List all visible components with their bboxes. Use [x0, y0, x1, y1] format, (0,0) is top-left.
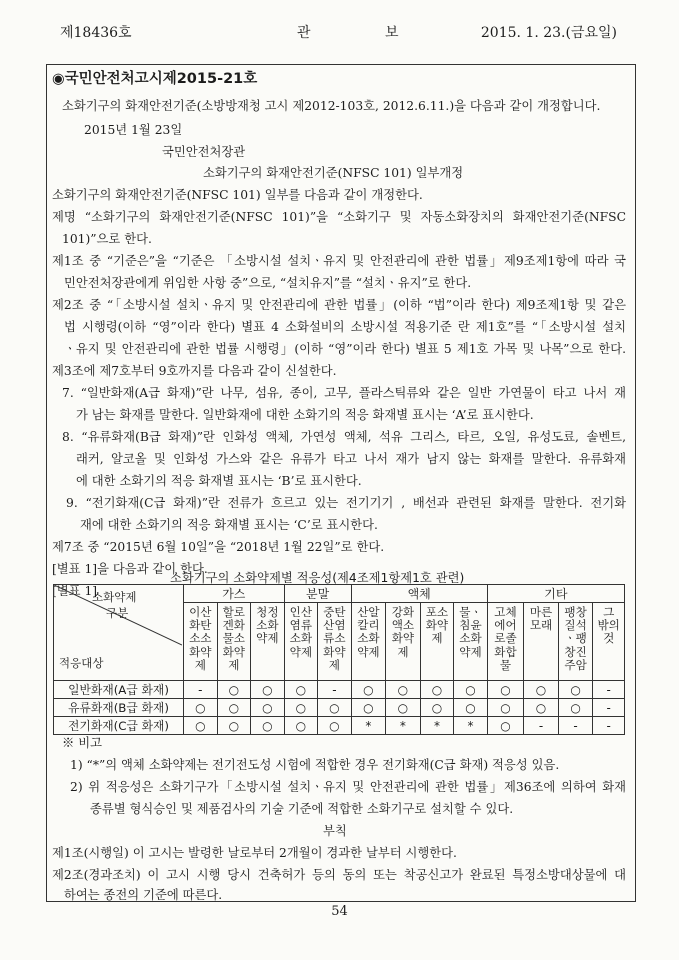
row-label: 일반화재(A급 화재) — [54, 681, 184, 699]
body-line: 제명 “소화기구의 화재안전기준(NFSC 101)”을 “소화기구 및 자동소화장치의 화재안전기준(NFSC — [52, 210, 626, 224]
agent-name-line: 제 — [431, 631, 443, 646]
agent-name-line: 염류 — [289, 618, 313, 633]
table-cell: ○ — [487, 699, 524, 717]
issue-number: 제18436호 — [60, 25, 132, 41]
table-cell: - — [184, 681, 218, 699]
agent-name-line: ㆍ팽 — [564, 631, 587, 646]
body-line: 법 시행령(이하 “영”이라 한다) 별표 4 소화설비의 소방시설 적용기준 란 제1호”를 “「소방시설 설치 — [64, 320, 626, 334]
agent-name-line: 마른 — [529, 605, 553, 619]
agent-header — [217, 603, 251, 681]
table-cell: ○ — [487, 681, 524, 699]
body-line: 래커, 알코올 및 인화성 가스와 같은 유류가 타고 나서 재가 남지 않는 화재를 말한다. 유류화재 — [76, 452, 626, 466]
page-number: 54 — [331, 904, 348, 919]
agent-name-line: 물소 — [222, 631, 246, 646]
addendum-line: 제2조(경과조치) 이 고시 시행 당시 건축허가 등의 동의 또는 착공신고가 완료된 특정소방대상물에 대 — [52, 868, 626, 882]
gazette-title-first: 관 — [297, 25, 311, 41]
agent-suitability-table — [53, 584, 625, 735]
table-cell: ○ — [558, 681, 593, 699]
table-cell: ○ — [284, 681, 318, 699]
table-row — [54, 681, 625, 699]
corner-label-category: 구분 — [106, 606, 129, 620]
agent-name-line: 약제 — [289, 644, 313, 659]
agent-name-line: 중탄 — [323, 605, 346, 619]
table-cell: - — [318, 681, 352, 699]
table-cell: ○ — [217, 717, 251, 735]
agent-name-line: 포소 — [425, 605, 449, 619]
table-cell: - — [524, 717, 559, 735]
corner-label-agent: 소화약제 — [92, 590, 137, 604]
table-cell: ○ — [217, 681, 251, 699]
note-line: 종류별 형식승인 및 제품검사의 기술 기준에 적합한 소화기구로 설치할 수 있다. — [90, 802, 514, 816]
body-line: 제1조 중 “기준은”을 “기준은 「소방시설 설치ㆍ유지 및 안전관리에 관한 법률」제9조제1항에 따라 국 — [52, 254, 626, 268]
agent-name-line: 침윤 — [459, 618, 482, 633]
body-line: 소화기구의 화재안전기준(NFSC 101) 일부를 다음과 같이 개정한다. — [52, 188, 423, 202]
table-corner-header — [54, 585, 184, 681]
agent-header — [487, 603, 524, 681]
notes-title: ※ 비고 — [62, 736, 102, 750]
table-cell: ○ — [251, 681, 285, 699]
agent-name-line: 약제 — [256, 631, 279, 646]
addendum-line: 하여는 종전의 기준에 따른다. — [64, 888, 223, 902]
note-line: 1) “*”의 액체 소화약제는 전기전도성 시험에 적합한 경우 전기화재(C급 화재) 적응성 있음. — [70, 758, 560, 772]
agent-name-line: 로졸 — [494, 631, 517, 646]
group-header-other: 기타 — [487, 585, 624, 603]
agent-header — [558, 603, 593, 681]
body-line: 민안전처장관에게 위임한 사항 중”으로, “설치유지”를 “설치ㆍ유지”로 한다. — [64, 276, 472, 290]
agent-name-line: 소소 — [189, 631, 212, 646]
table-cell: ○ — [184, 717, 218, 735]
agent-name-line: 물ㆍ — [459, 605, 482, 619]
agent-header — [284, 603, 318, 681]
agent-name-line: 화약 — [425, 618, 449, 633]
agent-name-line: 겐화 — [222, 618, 246, 633]
table-cell: ○ — [558, 699, 593, 717]
body-line: 에 대한 소화기의 적응 화재별 표시는 ‘B’로 표시한다. — [76, 474, 362, 488]
agent-name-line: 물 — [499, 657, 512, 672]
agent-name-line: 소화 — [357, 631, 380, 646]
amendment-title: 소화기구의 화재안전기준(NFSC 101) 일부개정 — [203, 166, 464, 180]
table-cell: * — [454, 717, 488, 735]
group-header-powder: 분말 — [284, 585, 351, 603]
table-cell: ○ — [524, 681, 559, 699]
body-line: 가 남는 화재를 말한다. 일반화재에 대한 소화기의 적응 화재별 표시는 ‘A’로 표시한다. — [76, 408, 534, 422]
table-cell: ○ — [351, 681, 386, 699]
issue-date: 2015. 1. 23.(금요일) — [480, 25, 617, 41]
table-cell: - — [558, 717, 593, 735]
agent-name-line: 산알 — [357, 605, 380, 619]
table-cell: ○ — [420, 681, 454, 699]
group-header-liquid: 액체 — [351, 585, 487, 603]
agent-header — [251, 603, 285, 681]
agent-name-line: 액소 — [391, 618, 415, 633]
body-line: 7. “일반화재(A급 화재)”란 나무, 섬유, 종이, 고무, 플라스틱류와 같은 일반 가연물이 타고 나서 재 — [62, 386, 626, 400]
agent-name-line: 제 — [194, 657, 206, 672]
table-cell: ○ — [487, 717, 524, 735]
table-cell: ○ — [251, 699, 285, 717]
agent-name-line: 화약 — [222, 644, 246, 659]
table-cell: - — [593, 699, 625, 717]
table-cell: ○ — [351, 699, 386, 717]
agent-name-line: 화합 — [494, 644, 517, 659]
agent-name-line: 제 — [328, 657, 340, 672]
agent-name-line: 화약 — [323, 644, 346, 659]
table-cell: ○ — [284, 717, 318, 735]
agent-name-line: 소화 — [459, 631, 482, 646]
agent-name-line: 제 — [228, 657, 240, 672]
addendum-title: 부칙 — [323, 824, 347, 838]
agent-name-line: 화약 — [391, 631, 415, 646]
table-cell: ○ — [386, 681, 421, 699]
agent-header — [524, 603, 559, 681]
table-cell: * — [386, 717, 421, 735]
agent-name-line: 그 — [603, 605, 615, 619]
agent-header — [420, 603, 454, 681]
row-label: 전기화재(C급 화재) — [54, 717, 184, 735]
agent-name-line: 약제 — [459, 644, 482, 659]
body-line: 101)”으로 한다. — [62, 232, 152, 246]
body-line: 제7조 중 “2015년 6월 10일”을 “2018년 1월 22일”로 한다. — [52, 540, 385, 554]
notice-title: ◉국민안전처고시제2015-21호 — [52, 71, 258, 87]
body-line: 9. “전기화재(C급 화재)”란 전류가 흐르고 있는 전기기기 , 배선과 관련된 화재를 말한다. 전기화 — [66, 496, 626, 510]
page-header — [60, 22, 617, 42]
body-line: 재에 대한 소화기의 적응 화재별 표시는 ‘C’로 표시한다. — [80, 518, 378, 532]
agent-name-line: 모래 — [529, 618, 553, 633]
body-line: 8. “유류화재(B급 화재)”란 인화성 액체, 가연성 액체, 석유 그리스, 타르, 오일, 유성도료, 솔벤트, — [62, 430, 626, 444]
table-cell: ○ — [251, 717, 285, 735]
agent-header — [386, 603, 421, 681]
agent-name-line: 질석 — [564, 618, 587, 633]
row-label: 유류화재(B급 화재) — [54, 699, 184, 717]
table-cell: ○ — [318, 717, 352, 735]
agent-name-line: 것 — [603, 631, 615, 646]
agent-name-line: 화약 — [189, 644, 212, 659]
agent-name-line: 주암 — [564, 657, 587, 672]
table-cell: ○ — [420, 699, 454, 717]
agent-name-line: 칼리 — [357, 618, 380, 633]
agent-name-line: 인산 — [289, 605, 313, 619]
table-cell: ○ — [284, 699, 318, 717]
body-line: 제2조 중 “「소방시설 설치ㆍ유지 및 안전관리에 관한 법률」(이하 “법”이라 한다) 제9조제1항 및 같은 — [52, 298, 626, 312]
agent-header — [351, 603, 386, 681]
agent-header — [318, 603, 352, 681]
agent-name-line: 고체 — [494, 605, 517, 619]
agent-name-line: 에어 — [494, 618, 517, 633]
table-caption: 소화기구의 소화약제별 적응성(제4조제1항제1호 관련) — [170, 571, 465, 585]
agent-name-line: 강화 — [391, 605, 415, 619]
issuer: 국민안전처장관 — [162, 145, 246, 159]
table-cell: ○ — [454, 681, 488, 699]
body-line: 제3조에 제7호부터 9호까지를 다음과 같이 신설한다. — [52, 364, 337, 378]
agent-name-line: 산염 — [323, 618, 346, 633]
table-cell: - — [593, 681, 625, 699]
table-row — [54, 717, 625, 735]
agent-name-line: 제 — [397, 644, 409, 659]
body-line: [별표 1] — [52, 584, 98, 598]
table-cell: ○ — [217, 699, 251, 717]
agent-header — [593, 603, 625, 681]
agent-name-line: 약제 — [357, 644, 380, 659]
agent-name-line: 소화 — [256, 618, 279, 633]
corner-label-target: 적응대상 — [59, 656, 104, 670]
agent-header — [184, 603, 218, 681]
body-line: [별표 1]을 다음과 같이 한다. — [52, 562, 208, 576]
agent-name-line: 밖의 — [597, 618, 620, 633]
notice-date: 2015년 1월 23일 — [84, 123, 183, 137]
table-cell: * — [351, 717, 386, 735]
agent-name-line: 화탄 — [189, 618, 212, 633]
agent-header — [454, 603, 488, 681]
table-cell: ○ — [524, 699, 559, 717]
intro-text: 소화기구의 화재안전기준(소방방재청 고시 제2012-103호, 2012.6.11.)을 다음과 같이 개정합니다. — [62, 99, 601, 113]
body-line: ㆍ유지 및 안전관리에 관한 법률 시행령」(이하 “영”이라 한다) 별표 5 제1호 가목 및 나목”으로 한다. — [64, 342, 626, 356]
table-cell: * — [420, 717, 454, 735]
agent-name-line: 소화 — [289, 631, 313, 646]
table-cell: ○ — [386, 699, 421, 717]
agent-name-line: 창진 — [564, 644, 587, 659]
agent-name-line: 팽창 — [564, 605, 587, 619]
table-cell: ○ — [318, 699, 352, 717]
table-cell: ○ — [184, 699, 218, 717]
agent-name-line: 류소 — [323, 631, 346, 646]
table-row — [54, 699, 625, 717]
agent-name-line: 이산 — [189, 605, 212, 619]
group-header-gas: 가스 — [184, 585, 285, 603]
agent-name-line: 청정 — [256, 605, 279, 619]
addendum-line: 제1조(시행일) 이 고시는 발령한 날로부터 2개월이 경과한 날부터 시행한다. — [52, 846, 457, 860]
table-cell: - — [593, 717, 625, 735]
gazette-title-second: 보 — [385, 25, 399, 41]
agent-name-line: 할로 — [222, 605, 246, 619]
note-line: 2) 위 적응성은 소화기구가「소방시설 설치ㆍ유지 및 안전관리에 관한 법률」제36조에 의하여 화재 — [70, 780, 626, 794]
table-cell: ○ — [454, 699, 488, 717]
